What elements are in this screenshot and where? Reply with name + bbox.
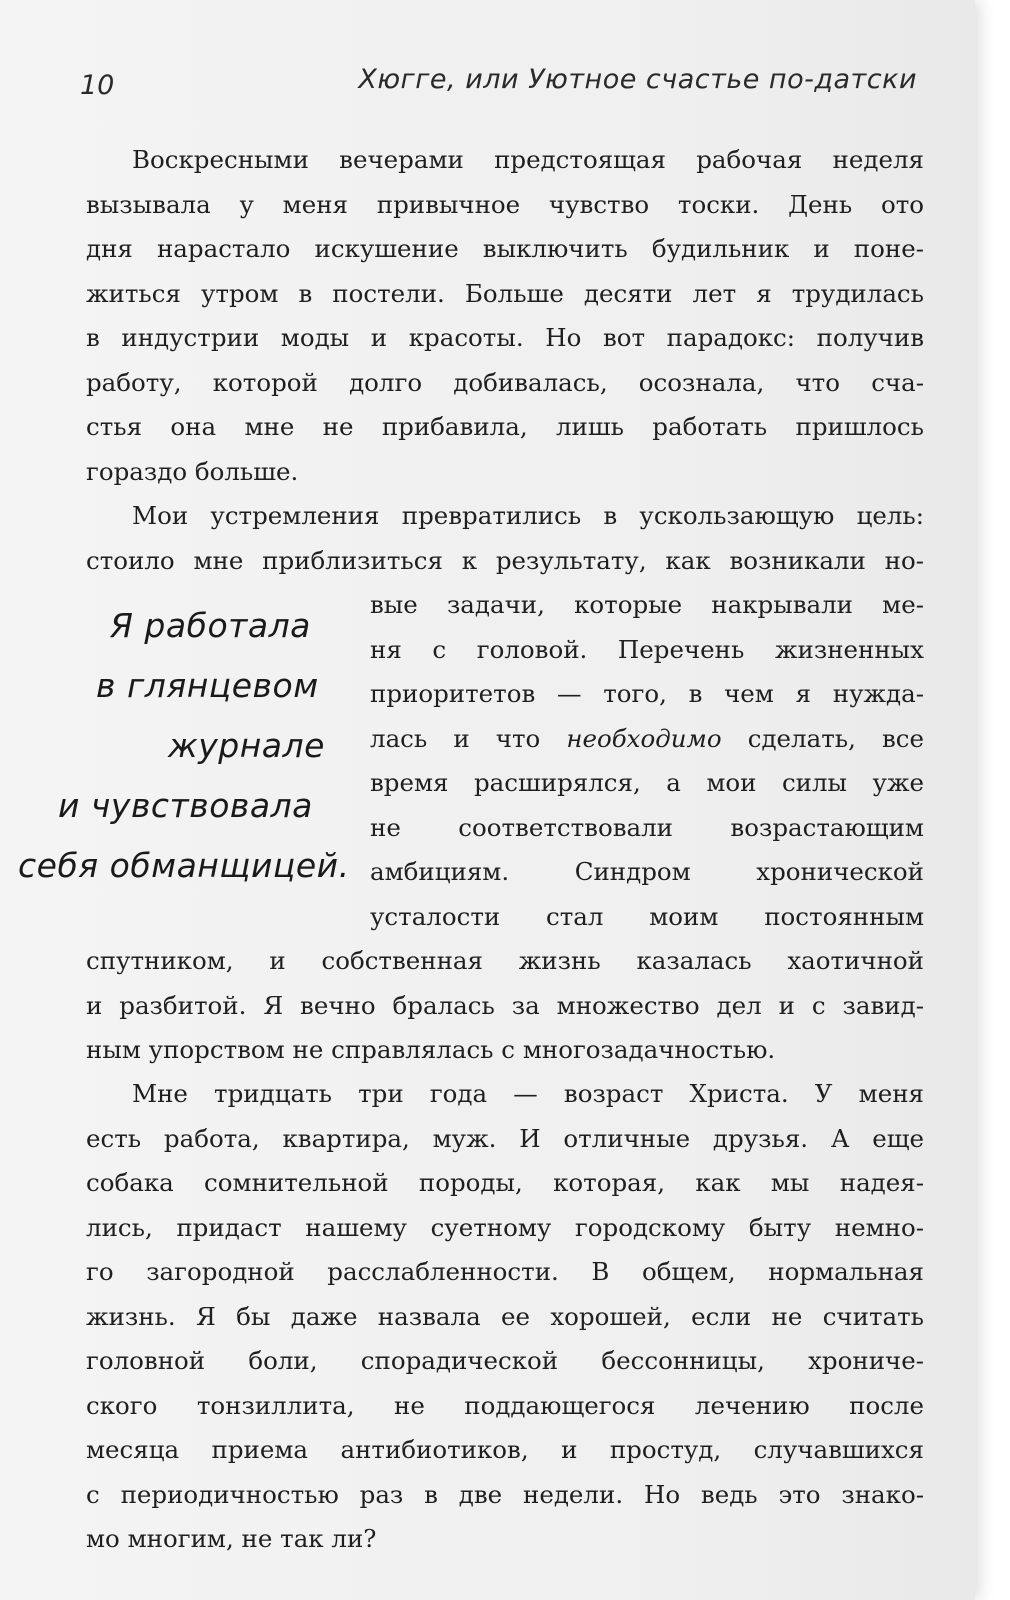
text-line: го загородной расслабленности. В общем, нормальная (86, 1257, 924, 1286)
paragraph-2-column (370, 583, 924, 939)
text-line: стоило мне приблизиться к результату, как возникали но- (86, 545, 924, 575)
text-line: с периодичностью раз в две недели. Но ведь это знако- (86, 1479, 924, 1509)
pull-quote-line: в глянцевом (96, 666, 319, 705)
text-line: головной боли, спорадической бессонницы, хрониче- (86, 1346, 924, 1375)
text-line: вызывала у меня привычное чувство тоски. День ото (86, 189, 924, 219)
text-line: вые задачи, которые накрывали ме- (370, 590, 924, 619)
pull-quote-line: Я работала (110, 606, 311, 645)
text-line (370, 717, 924, 762)
text-line: лись, придаст нашему суетному городскому быту немно- (86, 1212, 924, 1242)
text-fragment: сделать, все (747, 723, 924, 753)
pull-quote-line: себя обманщицей. (18, 846, 350, 885)
text-line: есть работа, квартира, муж. И отличные друзья. А еще (86, 1123, 924, 1153)
text-line: собака сомнительной породы, которая, как мы надея- (86, 1168, 924, 1197)
text-line: дня нарастало искушение выключить будильник и поне- (86, 234, 924, 263)
text-line: мо многим, не так ли? (86, 1524, 377, 1553)
text-line: и разбитой. Я вечно бралась за множество дел и с завид- (86, 990, 924, 1020)
text-line: гораздо больше. (86, 456, 299, 486)
text-line: ского тонзиллита, не поддающегося лечению после (86, 1390, 924, 1420)
text-line: работу, которой долго добивалась, осознала, что сча- (86, 367, 924, 397)
paragraph-2-start (86, 494, 924, 583)
text-line: в индустрии моды и красоты. Но вот парадокс: получив (86, 323, 924, 352)
text-line: не соответствовали возрастающим (370, 812, 924, 842)
text-line: приоритетов — того, в чем я нужда- (370, 679, 924, 708)
text-line: Воскресными вечерами предстоящая рабочая неделя (132, 145, 924, 174)
text-line: житься утром в постели. Больше десяти лет я трудилась (86, 278, 924, 308)
page-number: 10 (80, 70, 115, 101)
text-line: жизнь. Я бы даже назвала ее хорошей, если не считать (86, 1301, 924, 1331)
text-line: спутником, и собственная жизнь казалась хаотичной (86, 946, 924, 975)
text-line: ным упорством не справлялась с многозадачностью. (86, 1035, 776, 1064)
text-fragment: лась и что (370, 723, 541, 753)
page-header (80, 64, 917, 108)
emphasis-word: необходимо (566, 723, 722, 753)
pull-quote-line: журнале (168, 726, 325, 765)
pull-quote-line: и чувствовала (58, 786, 313, 825)
pull-quote (18, 596, 350, 896)
text-line: Мне тридцать три года — возраст Христа. У меня (132, 1079, 924, 1108)
text-line: амбициям. Синдром хронической (370, 857, 924, 886)
text-line: ня с головой. Перечень жизненных (370, 634, 924, 664)
paragraph-3 (86, 1072, 924, 1562)
paragraph-2-end (86, 939, 924, 1073)
paragraph-1 (86, 138, 924, 494)
text-line: стья она мне не прибавила, лишь работать пришлось (86, 412, 924, 441)
text-line: усталости стал моим постоянным (370, 901, 924, 931)
text-line: время расширялся, а мои силы уже (370, 768, 924, 797)
text-line: Мои устремления превратились в ускользающую цель: (132, 501, 924, 530)
text-line: месяца приема антибиотиков, и простуд, случавшихся (86, 1435, 924, 1464)
running-title: Хюгге, или Уютное счастье по-датски (358, 64, 917, 95)
